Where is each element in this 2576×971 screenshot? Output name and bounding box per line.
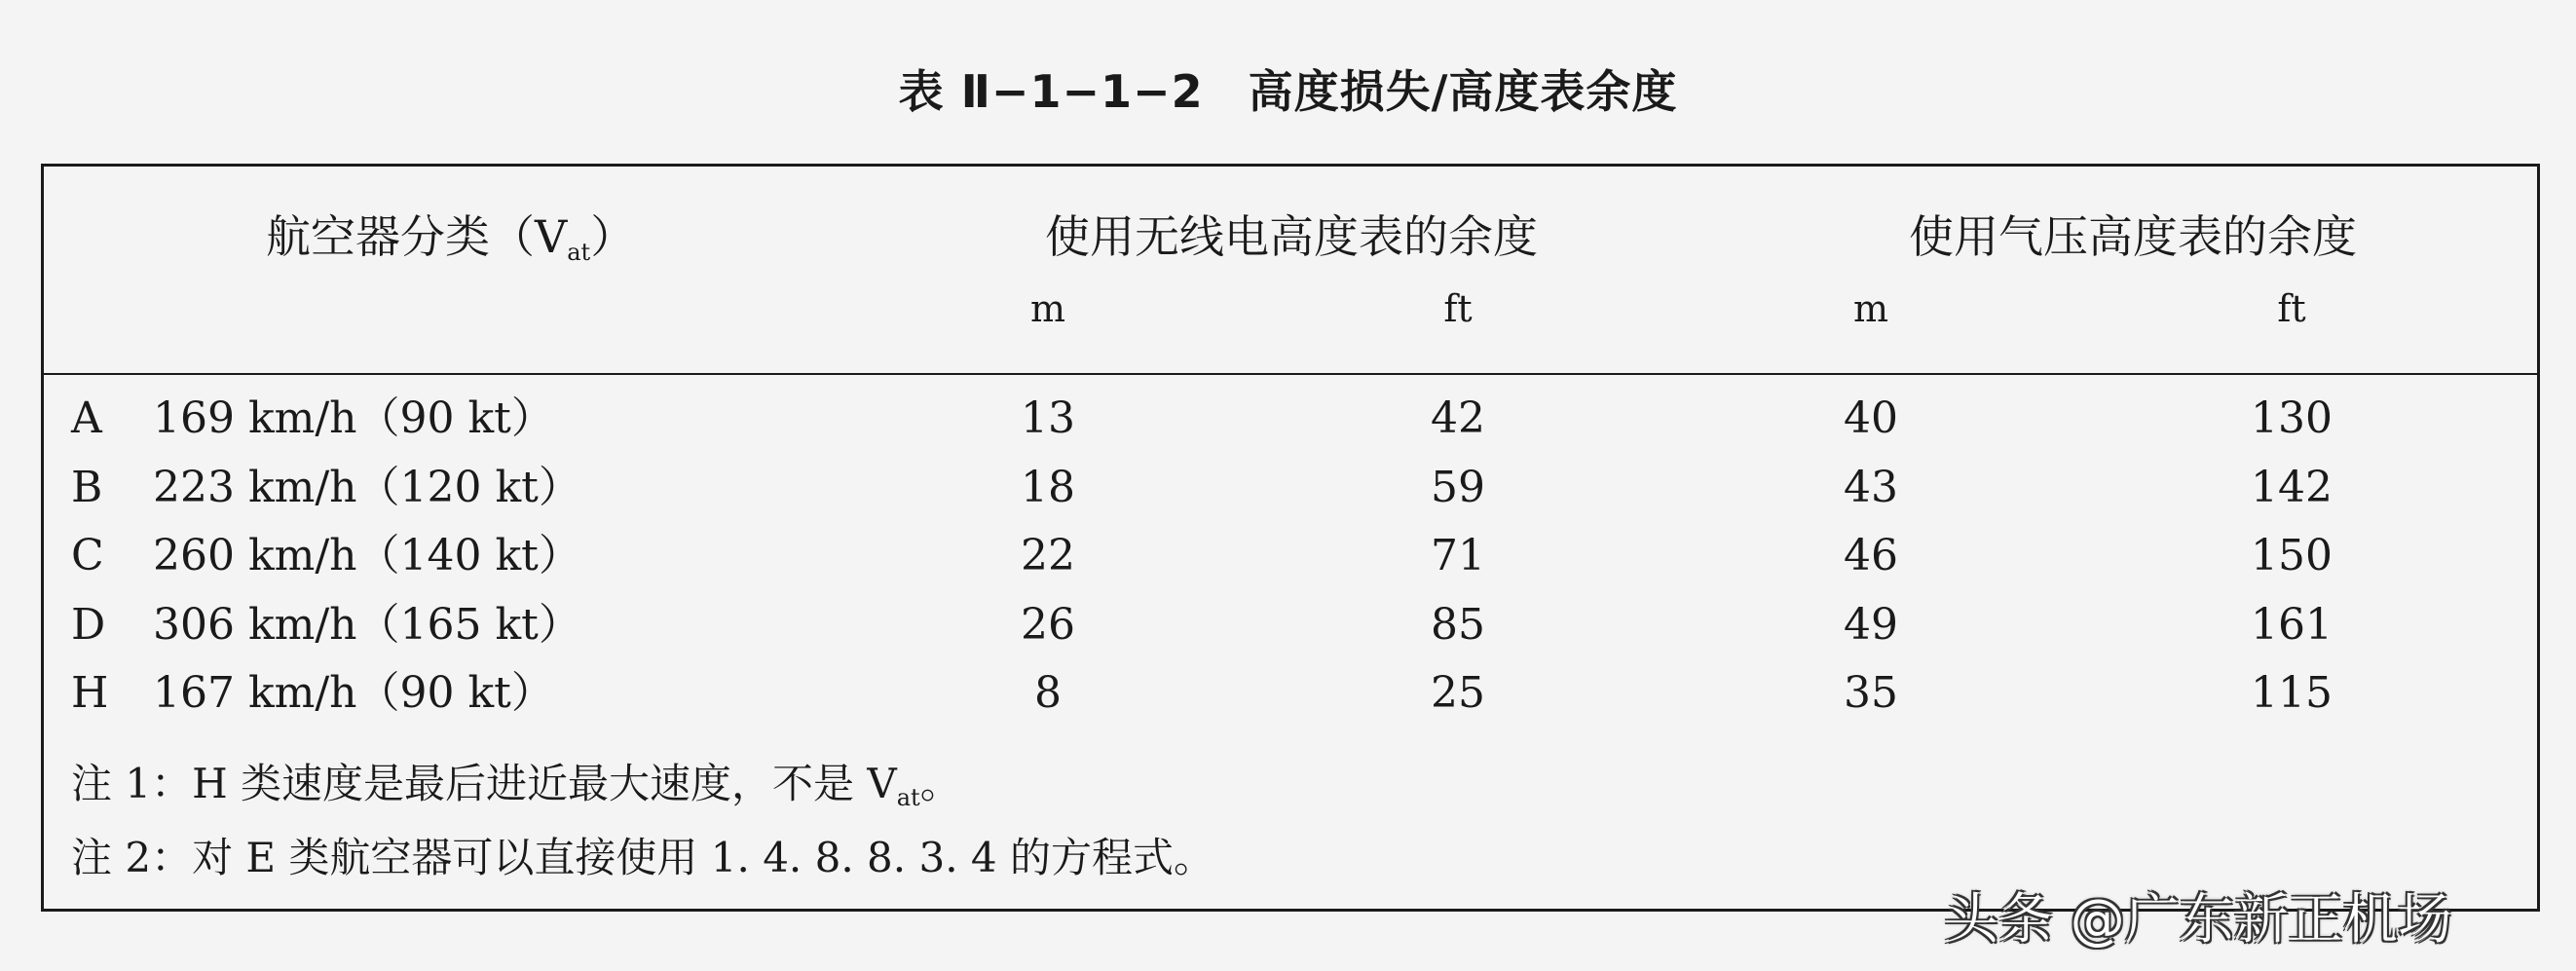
radio-ft-cell: 85 — [1431, 600, 1485, 650]
row-class-cell: D — [71, 600, 106, 650]
row-speed-cell: 260 km/h（140 kt） — [153, 531, 581, 580]
header-aircraft-category: 航空器分类$(V_{at})$ — [266, 210, 636, 266]
unit-baro-m: m — [1852, 287, 1889, 330]
unit-baro-ft: ft — [2277, 287, 2306, 330]
radio-ft-cell: 59 — [1431, 463, 1485, 512]
header-radio-altimeter: 使用无线电高度表的余度 — [1045, 210, 1538, 263]
radio-m-cell: 13 — [1021, 393, 1075, 443]
row-class-cell: C — [71, 531, 104, 580]
baro-ft-cell: 161 — [2251, 600, 2333, 650]
baro-m-cell: 49 — [1844, 600, 1898, 650]
table-title — [0, 56, 2576, 121]
row-speed-cell: 169 km/h（90 kt） — [153, 393, 554, 443]
baro-ft-cell: 115 — [2251, 668, 2333, 718]
header-barometric-altimeter: 使用气压高度表的余度 — [1909, 210, 2357, 263]
row-speed-cell: 167 km/h（90 kt） — [153, 668, 554, 718]
radio-ft-cell: 25 — [1431, 668, 1485, 718]
baro-m-cell: 46 — [1844, 531, 1898, 580]
row-speed-cell: 223 km/h（120 kt） — [153, 463, 581, 512]
baro-m-cell: 40 — [1844, 393, 1898, 443]
radio-m-cell: 8 — [1034, 668, 1062, 718]
radio-m-cell: 22 — [1021, 531, 1075, 580]
row-speed-cell: 306 km/h（165 kt） — [153, 600, 581, 650]
row-class-cell: B — [71, 463, 103, 512]
unit-radio-m: m — [1029, 287, 1066, 330]
row-class-cell: A — [71, 393, 102, 443]
table-title-label: 表 Ⅱ−1−1−2 — [898, 65, 1204, 118]
radio-ft-cell: 71 — [1431, 531, 1485, 580]
note-1: 注 1：H 类速度是最后进近最大速度，不是 $V_{at}$。 — [71, 760, 961, 811]
baro-m-cell: 35 — [1844, 668, 1898, 718]
baro-ft-cell: 130 — [2251, 393, 2333, 443]
note-2: 注 2：对 E 类航空器可以直接使用 1. 4. 8. 8. 3. 4 的方程式。 — [71, 834, 1214, 881]
row-class-cell: H — [71, 668, 109, 718]
baro-ft-cell: 142 — [2251, 463, 2333, 512]
baro-m-cell: 43 — [1844, 463, 1898, 512]
radio-m-cell: 26 — [1021, 600, 1075, 650]
unit-radio-ft: ft — [1443, 287, 1473, 330]
data-table — [41, 164, 2540, 912]
watermark-text: 头条 @广东新正机场 — [1944, 888, 2452, 952]
baro-ft-cell: 150 — [2251, 531, 2333, 580]
radio-ft-cell: 42 — [1431, 393, 1485, 443]
radio-m-cell: 18 — [1021, 463, 1075, 512]
table-title-text: 高度损失/高度表余度 — [1248, 65, 1678, 118]
header-divider — [44, 373, 2537, 375]
